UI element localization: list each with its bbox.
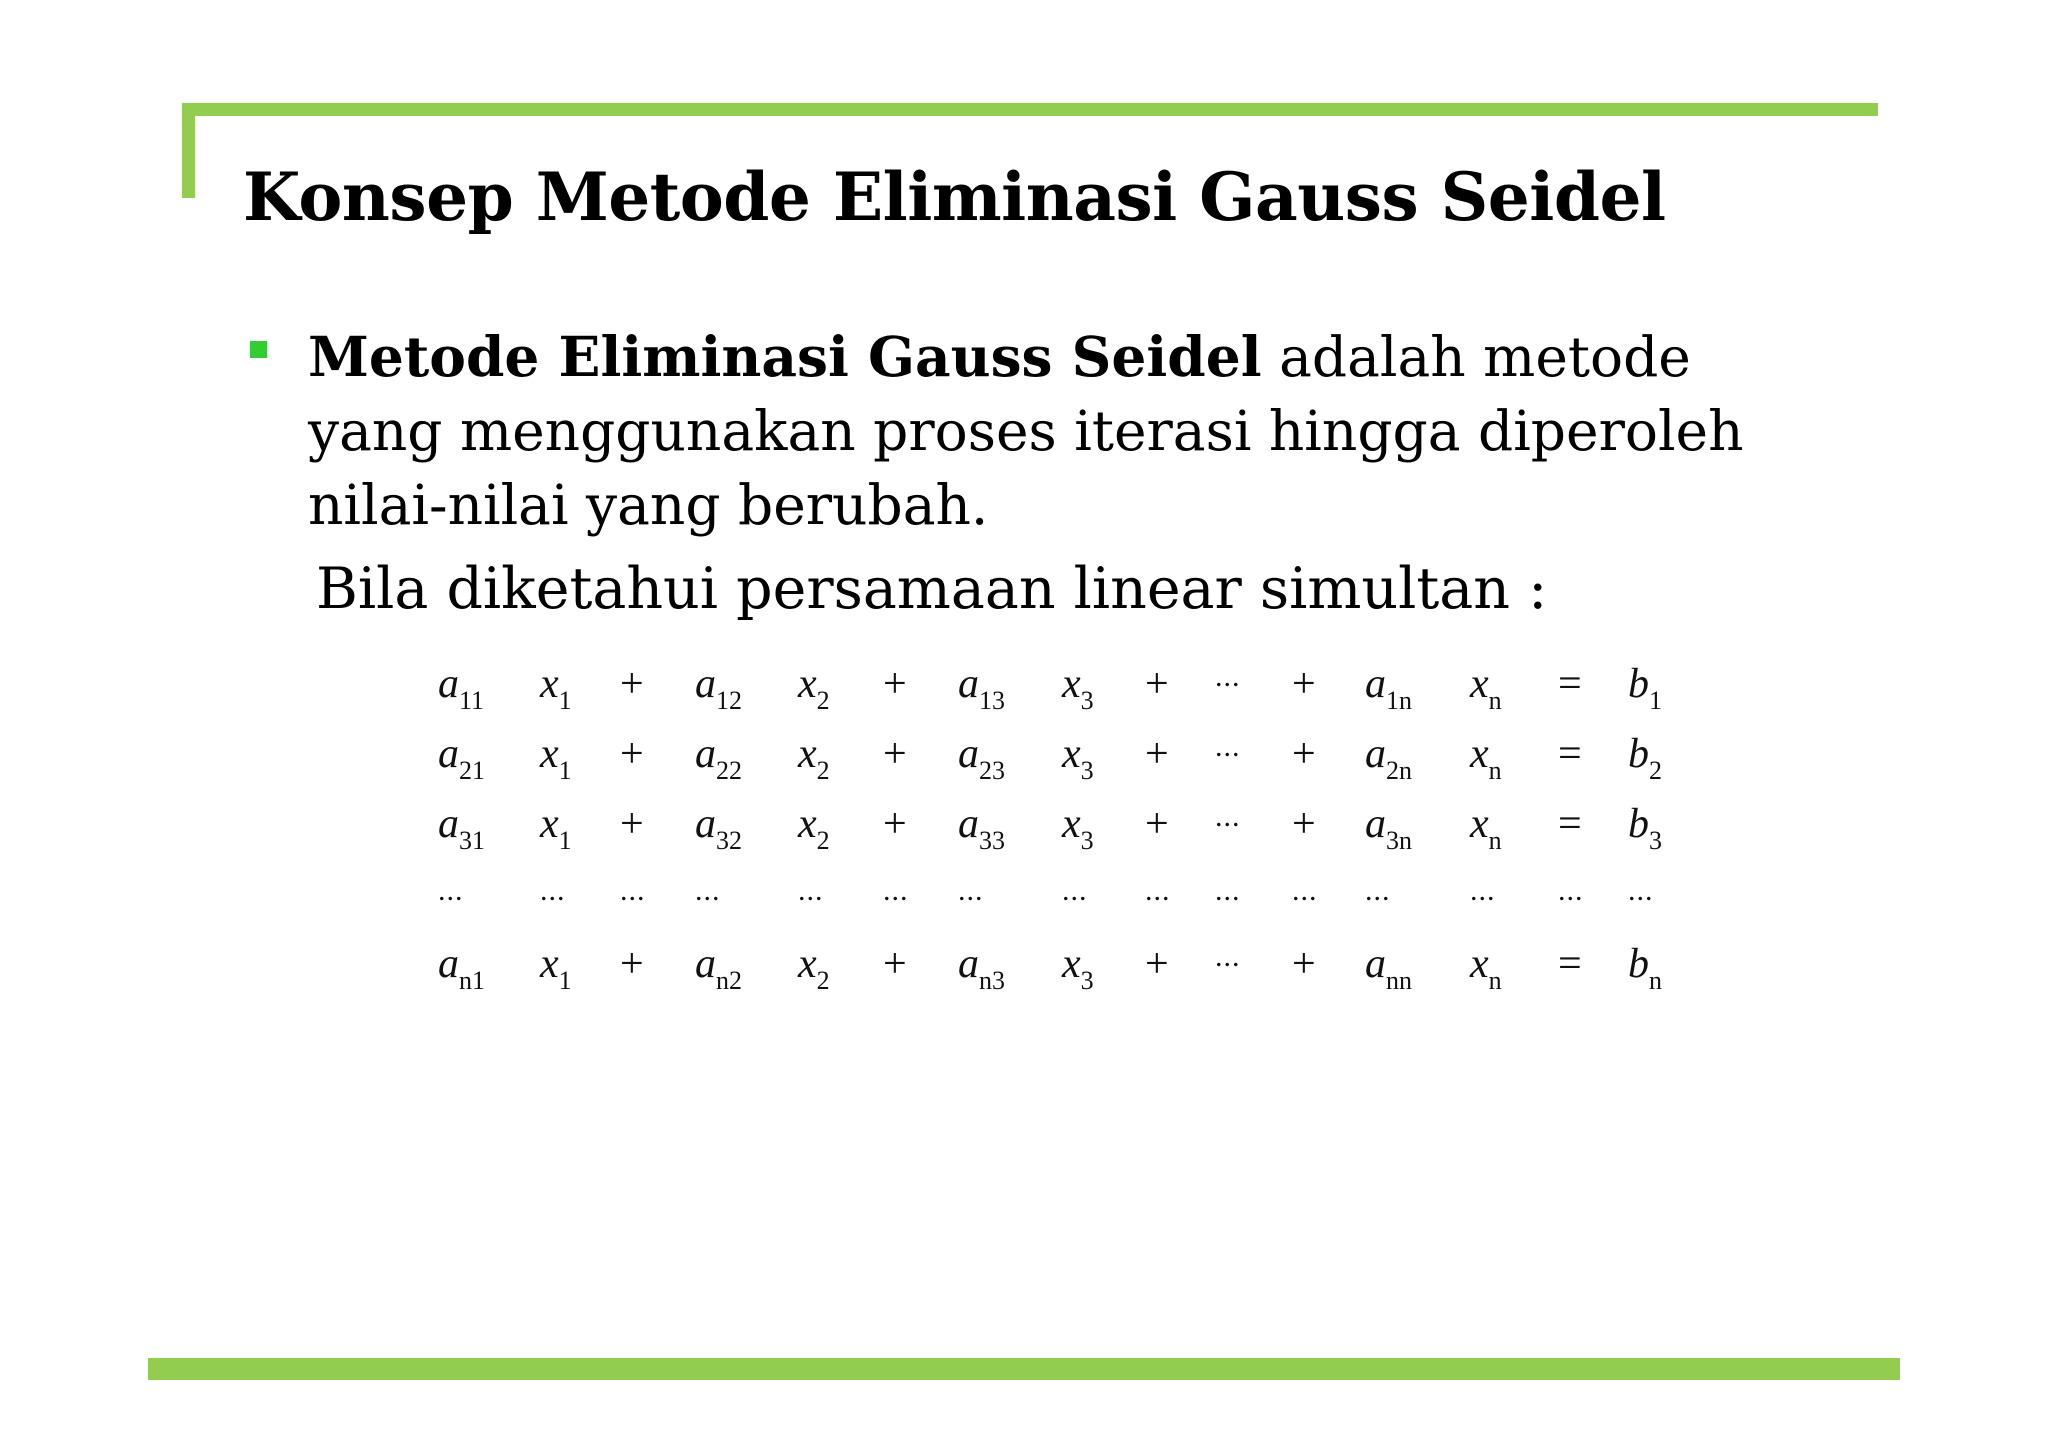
equation-term: $a_{2n}$	[1365, 731, 1412, 785]
equation-term: $a_{21}$	[438, 731, 485, 785]
bullet-description: adalah metode yang menggunakan proses iterasi hingga diperoleh nilai-nilai yang berubah.	[308, 325, 1744, 537]
operator: =	[1558, 801, 1582, 847]
operator: +	[1145, 801, 1169, 847]
ellipsis: ...	[1215, 874, 1241, 907]
equation-term: $x_3$	[1062, 941, 1094, 995]
ellipsis: ...	[1215, 940, 1241, 973]
operator: +	[1292, 661, 1316, 707]
operator: +	[883, 941, 907, 987]
equation-term: $x_2$	[798, 661, 830, 715]
ellipsis: ...	[958, 874, 984, 907]
equation-term: $x_n$	[1470, 941, 1502, 995]
equation-term: $b_1$	[1628, 661, 1662, 715]
ellipsis: ...	[540, 874, 566, 907]
ellipsis: ...	[1558, 874, 1584, 907]
operator: +	[1292, 941, 1316, 987]
equation-intro: Bila diketahui persamaan linear simultan :	[316, 556, 1548, 622]
equation-term: $a_{22}$	[695, 731, 742, 785]
equation-term: $x_2$	[798, 731, 830, 785]
left-accent-bar	[182, 103, 195, 198]
operator: +	[1292, 801, 1316, 847]
operator: +	[1292, 731, 1316, 777]
equation-term: $a_{n1}$	[438, 941, 485, 995]
ellipsis: ...	[1215, 660, 1241, 693]
equation-term: $x_3$	[1062, 731, 1094, 785]
slide-title: Konsep Metode Eliminasi Gauss Seidel	[243, 158, 1666, 236]
equation-term: $x_1$	[540, 941, 572, 995]
equation-term: $a_{1n}$	[1365, 661, 1412, 715]
equation-term: $a_{23}$	[958, 731, 1005, 785]
equation-term: $b_3$	[1628, 801, 1662, 855]
operator: +	[1145, 731, 1169, 777]
equation-term: $b_2$	[1628, 731, 1662, 785]
bullet-paragraph	[308, 320, 1808, 542]
equation-term: $x_1$	[540, 731, 572, 785]
equation-term: $x_1$	[540, 661, 572, 715]
equation-row	[430, 730, 1690, 790]
ellipsis: ...	[1292, 874, 1318, 907]
top-accent-bar	[182, 103, 1878, 116]
ellipsis: ...	[883, 874, 909, 907]
ellipsis: ...	[438, 874, 464, 907]
ellipsis: ...	[620, 874, 646, 907]
equation-term: $x_1$	[540, 801, 572, 855]
equation-row	[430, 940, 1690, 1000]
equation-term: $a_{13}$	[958, 661, 1005, 715]
bullet-square-icon	[250, 341, 267, 358]
equation-row	[430, 874, 1690, 934]
equation-term: $a_{n2}$	[695, 941, 742, 995]
operator: +	[620, 941, 644, 987]
equation-term: $x_n$	[1470, 661, 1502, 715]
ellipsis: ...	[1062, 874, 1088, 907]
equation-term: $x_3$	[1062, 661, 1094, 715]
equation-term: $a_{11}$	[438, 661, 485, 715]
bottom-accent-bar	[148, 1358, 1900, 1380]
equation-row	[430, 800, 1690, 860]
ellipsis: ...	[1628, 874, 1654, 907]
operator: +	[883, 731, 907, 777]
equation-term: $a_{n3}$	[958, 941, 1005, 995]
operator: +	[1145, 661, 1169, 707]
ellipsis: ...	[1365, 874, 1391, 907]
operator: =	[1558, 941, 1582, 987]
operator: +	[883, 801, 907, 847]
equation-term: $a_{12}$	[695, 661, 742, 715]
operator: +	[620, 661, 644, 707]
equation-term: $x_2$	[798, 801, 830, 855]
ellipsis: ...	[1215, 730, 1241, 763]
bullet-bold-term: Metode Eliminasi Gauss Seidel	[308, 324, 1262, 389]
equation-term: $a_{31}$	[438, 801, 485, 855]
equation-term: $x_n$	[1470, 801, 1502, 855]
ellipsis: ...	[1215, 800, 1241, 833]
ellipsis: ...	[1145, 874, 1171, 907]
equation-term: $a_{nn}$	[1365, 941, 1412, 995]
operator: +	[1145, 941, 1169, 987]
equation-term: $x_n$	[1470, 731, 1502, 785]
operator: =	[1558, 661, 1582, 707]
equation-term: $a_{33}$	[958, 801, 1005, 855]
operator: =	[1558, 731, 1582, 777]
equation-term: $b_n$	[1628, 941, 1662, 995]
equation-term: $a_{32}$	[695, 801, 742, 855]
operator: +	[620, 801, 644, 847]
equation-term: $x_3$	[1062, 801, 1094, 855]
operator: +	[620, 731, 644, 777]
equation-row	[430, 660, 1690, 720]
equation-term: $a_{3n}$	[1365, 801, 1412, 855]
ellipsis: ...	[1470, 874, 1496, 907]
ellipsis: ...	[798, 874, 824, 907]
ellipsis: ...	[695, 874, 721, 907]
equation-term: $x_2$	[798, 941, 830, 995]
operator: +	[883, 661, 907, 707]
